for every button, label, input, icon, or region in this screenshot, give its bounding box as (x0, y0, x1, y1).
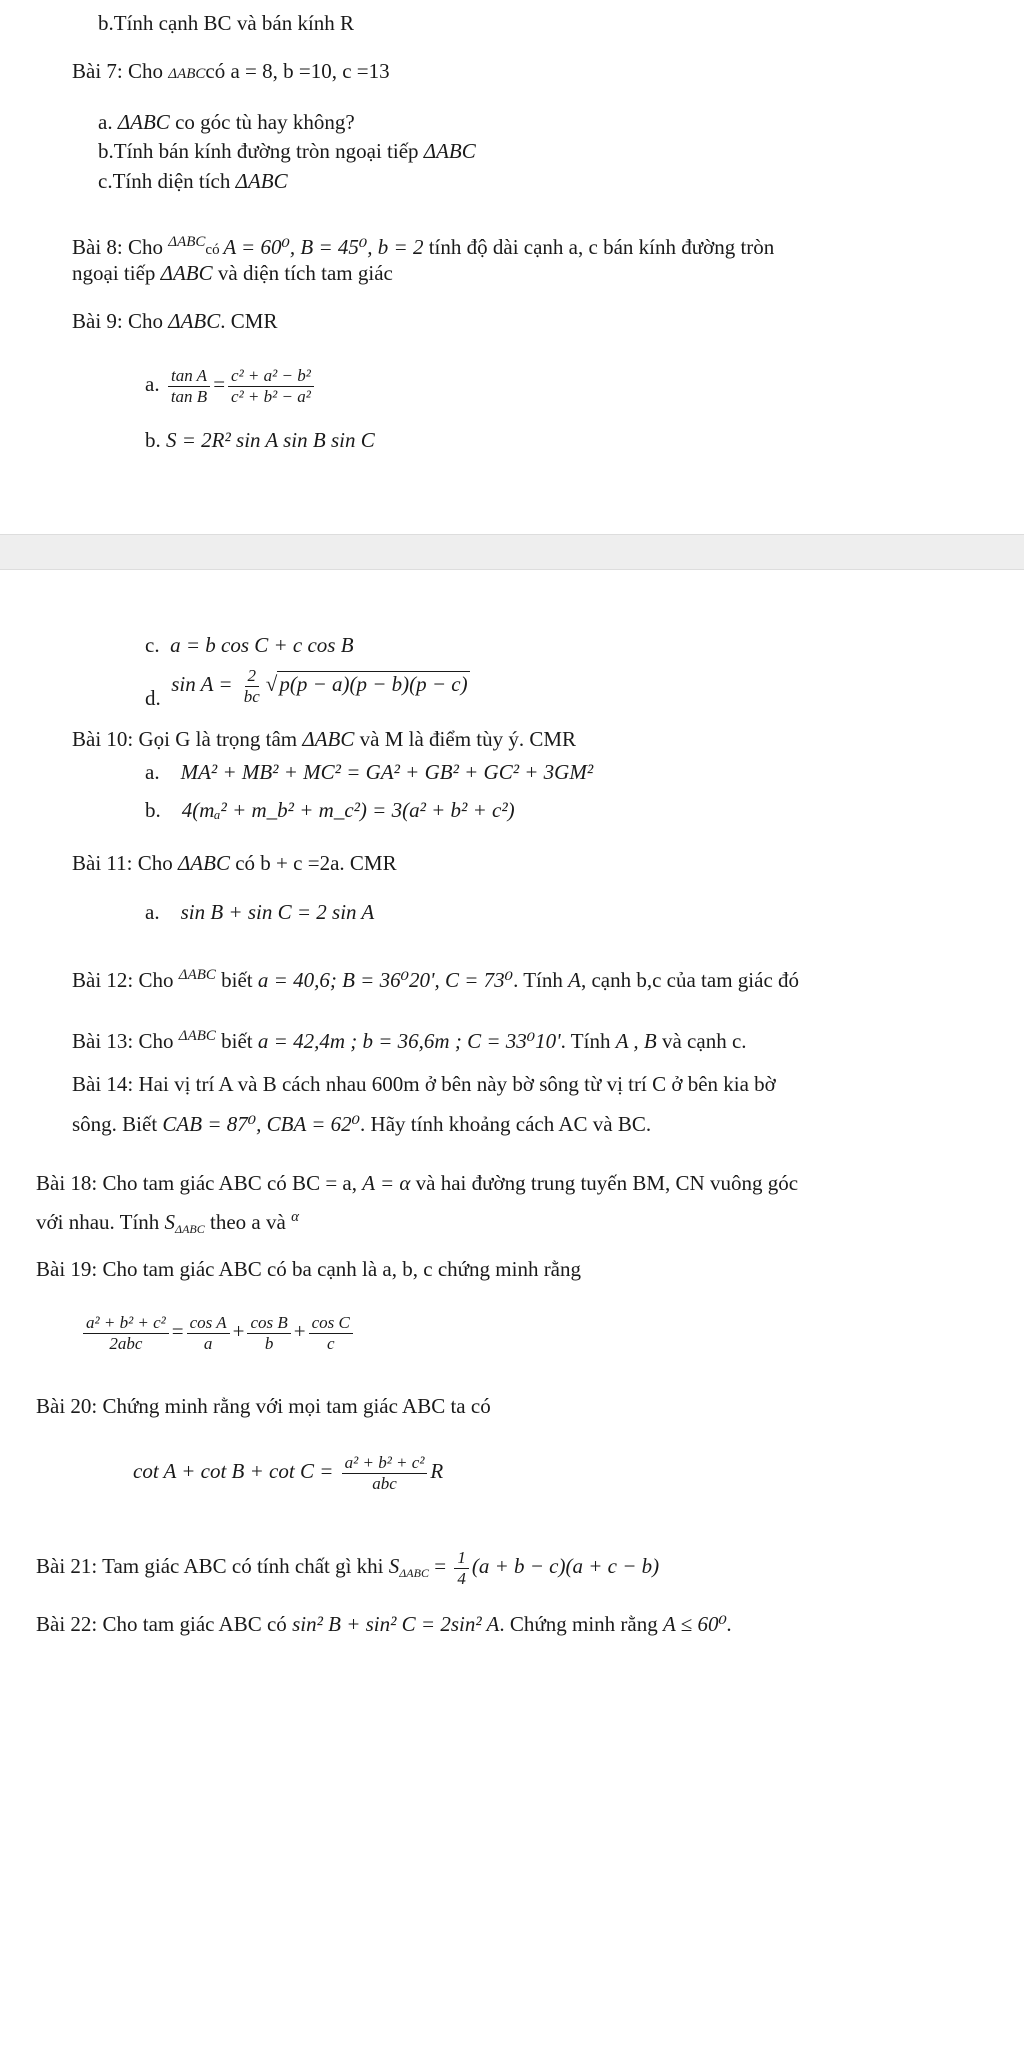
math: R (430, 1459, 444, 1483)
math: ΔABC (168, 66, 206, 82)
math: sin A = (171, 672, 238, 696)
math: sin² B + sin² C = 2sin² A (292, 1612, 500, 1636)
text: Bài 14: Hai vị trí A và B cách nhau 600m ở bên này bờ sông từ vị trí C ở bên kia bờ (72, 1072, 776, 1096)
num: tan A (168, 366, 210, 387)
text: Bài 22: Cho tam giác ABC có (36, 1612, 293, 1636)
fraction (228, 366, 314, 407)
text: có a = 8, b =10, c =13 (205, 59, 390, 83)
bai-13 (72, 1023, 747, 1054)
fraction (241, 666, 263, 707)
bai-18-line2 (36, 1204, 299, 1235)
math: S = 2R² sin A sin B sin C (166, 428, 375, 452)
text: theo a và (204, 1210, 292, 1234)
bai-11a (145, 899, 374, 925)
sqrt: p(p − a)(p − b)(p − c) (279, 672, 468, 696)
math: (a + b − c)(a + c − b) (471, 1554, 660, 1578)
bai-12 (72, 962, 799, 993)
page-break (0, 534, 1024, 570)
bai-19-formula: $\frac{\text{a² + b² + c²}}{\text{2abc}}$ = $\frac{\text{cos A}}{a}$ + $\frac{\text{cos B}}{b}$ + $\frac{\text{cos C}}{c}$ (80, 1308, 356, 1354)
bai-22 (36, 1611, 732, 1637)
text: Bài 13: Cho (72, 1029, 179, 1053)
text: b.Tính cạnh BC và bán kính R (98, 11, 355, 35)
math: MA² + MB² + MC² = GA² + GB² + GC² + 3GM² (180, 760, 594, 784)
den: b (264, 1333, 274, 1353)
num: c² + a² − b² (228, 366, 314, 387)
text: sông. Biết (72, 1112, 163, 1136)
text: Bài 10: Gọi G là trọng tâm (72, 727, 303, 751)
text: có (205, 242, 224, 258)
bai-14-line2 (72, 1111, 651, 1137)
num: 2 (245, 666, 260, 687)
bai-21: Bài 21: Tam giác ABC có tính chất gì khi $S_{\Delta ABC}$ = $\frac{1}{4}$ (a + b − c)(a + c − b) (36, 1547, 660, 1588)
den: 2abc (109, 1333, 143, 1353)
label: d. (145, 686, 161, 710)
math: ΔABC (177, 851, 230, 875)
bai-9b (145, 427, 375, 453)
num: cos A (187, 1313, 230, 1334)
bai-8-line1 (72, 229, 774, 263)
text: và diện tích tam giác (212, 261, 393, 285)
bai-18-line1 (36, 1170, 798, 1196)
num: 1 (454, 1548, 469, 1569)
bai-10a (145, 759, 593, 785)
math: A = 60⁰, B = 45⁰, b = 2 (223, 235, 424, 259)
label: a. (145, 760, 160, 784)
bai-14-line1 (72, 1071, 776, 1097)
text: Bài 8: Cho (72, 235, 169, 259)
bai-9d: d. sin A = $\frac{2}{bc}$ √p(p − a)(p − b)(p − c) (145, 665, 468, 710)
line-b6b (98, 10, 354, 36)
math: A = α (362, 1171, 411, 1195)
fraction (309, 1313, 353, 1354)
text: tính độ dài cạnh a, c bán kính đường tròn (423, 235, 775, 259)
bai-9-heading (72, 308, 277, 334)
bai-8-line2 (72, 260, 393, 286)
text: ngoại tiếp (72, 261, 161, 285)
text: biết (215, 1029, 258, 1053)
fraction (83, 1313, 169, 1354)
text: có b + c =2a. CMR (229, 851, 397, 875)
text: Bài 7: Cho (72, 59, 169, 83)
bai-11-heading (72, 850, 397, 876)
bai-7a (98, 109, 355, 135)
den: a (203, 1333, 213, 1353)
math: S (388, 1554, 400, 1578)
bai-9a: a. $\frac{\text{tan A}}{\text{tan B}}$ = $\frac{\text{c² + a² − b²}}{\text{c² + b² − a²}}$ (145, 362, 317, 407)
text: và M là điểm tùy ý. CMR (354, 727, 577, 751)
num: cos B (247, 1313, 290, 1334)
den: c² + b² − a² (231, 386, 311, 406)
math: CAB = 87⁰, CBA = 62⁰ (162, 1112, 361, 1136)
math: A ≤ 60⁰. (662, 1612, 733, 1636)
text: Bài 21: Tam giác ABC có tính chất gì khi (36, 1554, 389, 1578)
text: Bài 11: Cho (72, 851, 178, 875)
label: c. (145, 633, 160, 657)
text: biết (215, 968, 258, 992)
bai-20-formula (133, 1448, 443, 1494)
den: c (326, 1333, 335, 1353)
bai-7c (98, 168, 288, 194)
bai-7-heading (72, 58, 390, 87)
text: c.Tính diện tích (98, 169, 236, 193)
text: . Tính (560, 1029, 616, 1053)
math: α (291, 1209, 299, 1225)
math: ΔABC (178, 1028, 216, 1044)
math: sin B + sin C = 2 sin A (180, 900, 375, 924)
math: cot A + cot B + cot C = (133, 1459, 339, 1483)
den: tan B (170, 386, 208, 406)
math: ΔABC (423, 139, 476, 163)
den: abc (372, 1473, 397, 1493)
math: ΔABC (302, 727, 355, 751)
bai-7b (98, 138, 476, 164)
fraction (454, 1548, 469, 1589)
math: ΔABC (117, 110, 170, 134)
text: với nhau. Tính (36, 1210, 165, 1234)
bai-20-heading (36, 1393, 491, 1419)
bai-19-heading (36, 1256, 581, 1282)
num: a² + b² + c² (83, 1313, 169, 1334)
text: Bài 19: Cho tam giác ABC có ba cạnh là a, b, c chứng minh rằng (36, 1257, 582, 1281)
text: Bài 20: Chứng minh rằng với mọi tam giác ABC ta có (36, 1394, 491, 1418)
math-sub: ΔABC (175, 1222, 205, 1236)
text: . Chứng minh rằng (499, 1612, 663, 1636)
den: bc (243, 686, 260, 706)
text: , cạnh b,c của tam giác đó (580, 968, 800, 992)
text: b.Tính bán kính đường tròn ngoại tiếp (98, 139, 424, 163)
den: 4 (457, 1568, 466, 1588)
text: . CMR (220, 309, 278, 333)
num: a² + b² + c² (342, 1453, 428, 1474)
math: A (568, 968, 581, 992)
bai-10-heading (72, 726, 576, 752)
math: ΔABC (178, 967, 216, 983)
text: Bài 9: Cho (72, 309, 169, 333)
label: a. (145, 900, 160, 924)
math: a = 42,4m ; b = 36,6m ; C = 33⁰10' (257, 1029, 561, 1053)
bai-10b (145, 797, 515, 823)
text: và hai đường trung tuyến BM, CN vuông góc (410, 1171, 799, 1195)
label: b. (145, 798, 161, 822)
math: ΔABC (168, 234, 206, 250)
bai-9c (145, 632, 354, 658)
text: . Tính (513, 968, 569, 992)
fraction (342, 1453, 428, 1494)
math: a = 40,6; B = 36⁰20', C = 73⁰ (257, 968, 514, 992)
math: A , B (615, 1029, 657, 1053)
text: a. (98, 110, 118, 134)
label: b. (145, 428, 161, 452)
math: ΔABC (168, 309, 221, 333)
math: 4(mₐ² + m_b² + m_c²) = 3(a² + b² + c²) (181, 798, 515, 822)
label: a. (145, 372, 160, 396)
text: Bài 18: Cho tam giác ABC có BC = a, (36, 1171, 363, 1195)
math: a = b cos C + c cos B (170, 633, 354, 657)
math: S (164, 1210, 176, 1234)
fraction (247, 1313, 290, 1354)
text: . Hãy tính khoảng cách AC và BC. (360, 1112, 652, 1136)
num: cos C (309, 1313, 353, 1334)
fraction (168, 366, 210, 407)
math-sub: ΔABC (399, 1566, 429, 1580)
text: co góc tù hay không? (169, 110, 355, 134)
math: ΔABC (160, 261, 213, 285)
math: ΔABC (235, 169, 288, 193)
fraction (187, 1313, 230, 1354)
text: và cạnh c. (656, 1029, 747, 1053)
text: Bài 12: Cho (72, 968, 179, 992)
